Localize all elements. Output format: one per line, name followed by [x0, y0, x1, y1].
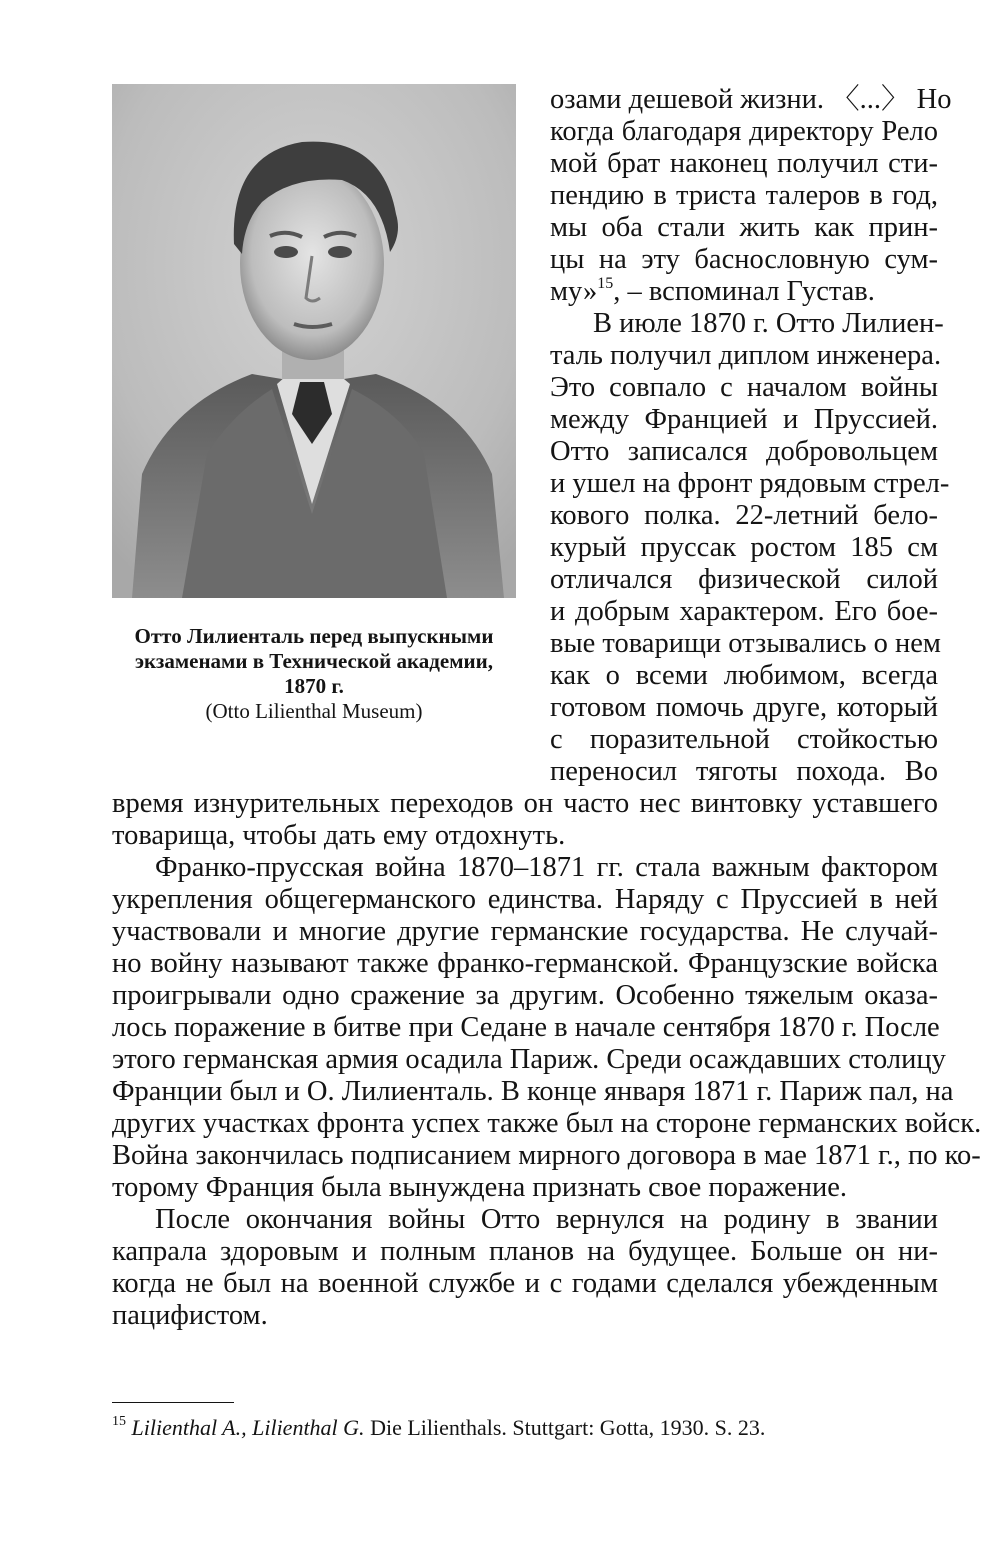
portrait-image [112, 84, 516, 598]
text-line: озами дешевой жизни. 〈...〉 Но [550, 84, 952, 115]
text-line: и ушел на фронт рядовым стрел- [550, 468, 950, 499]
text-line: переносил тяготы похода. Во [550, 756, 938, 787]
text-line: как о всеми любимом, всегда [550, 660, 938, 691]
text-line: лось поражение в битве при Седане в начале сентября 1870 г. После [112, 1012, 940, 1043]
text-line: мы оба стали жить как прин- [550, 212, 938, 243]
caption-source: (Otto Lilienthal Museum) [205, 699, 423, 723]
text-line: пендию в триста талеров в год, [550, 180, 938, 211]
text-line: кового полка. 22-летний бело- [550, 500, 938, 531]
text-line: таль получил диплом инженера. [550, 340, 942, 371]
text-line: участвовали и многие другие германские государства. Не случай- [112, 916, 938, 947]
text-line: укрепления общегерманского единства. Наряду с Пруссией в ней [112, 884, 938, 915]
paragraph-start-line: После окончания войны Отто вернулся на родину в звании [155, 1204, 938, 1235]
footnote-number: 15 [112, 1414, 126, 1429]
text-line: цы на эту баснословную сум- [550, 244, 938, 275]
text-line: Франции был и О. Лилиенталь. В конце января 1871 г. Париж пал, на [112, 1076, 954, 1107]
text-line: капрала здоровым и полным планов на будущее. Больше он ни- [112, 1236, 938, 1267]
text-line: отличался физической силой [550, 564, 938, 595]
footnote-authors: Lilienthal A., Lilienthal G. [131, 1415, 365, 1440]
text-line: этого германская армия осадила Париж. Среди осаждавших столицу [112, 1044, 946, 1075]
text-line: готовом помочь друге, который [550, 692, 938, 723]
text-line [550, 276, 875, 308]
text-line: пацифистом. [112, 1300, 268, 1331]
text-fragment: , – вспоминал Густав. [613, 276, 875, 307]
portrait-photo [112, 84, 516, 598]
text-line: мой брат наконец получил сти- [550, 148, 938, 179]
text-line: время изнурительных переходов он часто нес винтовку уставшего [112, 788, 938, 819]
text-fragment: му» [550, 276, 598, 307]
figure-caption [112, 624, 516, 724]
text-line: когда не был на военной службе и с годами сделался убежденным [112, 1268, 938, 1299]
paragraph-start-line: Франко-прусская война 1870–1871 гг. стала важным фактором [155, 852, 938, 883]
footnote-ref: 15 [597, 275, 614, 292]
text-line: курый пруссак ростом 185 см [550, 532, 938, 563]
text-line: между Францией и Пруссией. [550, 404, 938, 435]
caption-title: Отто Лилиенталь перед выпускными экзаменами в Технической академии, 1870 г. [134, 624, 494, 698]
text-line: но войну называют также франко-германской. Французские войска [112, 948, 938, 979]
text-line: Это совпало с началом войны [550, 372, 938, 403]
text-line: Отто записался добровольцем [550, 436, 938, 467]
text-line: вые товарищи отзывались о нем [550, 628, 941, 659]
text-line: когда благодаря директору Рело [550, 116, 938, 147]
text-line: товарища, чтобы дать ему отдохнуть. [112, 820, 566, 851]
text-line: торому Франция была вынуждена признать свое поражение. [112, 1172, 848, 1203]
text-line: и добрым характером. Его бое- [550, 596, 938, 627]
text-line: проигрывали одно сражение за другим. Особенно тяжелым оказа- [112, 980, 938, 1011]
footnote-text: Die Lilienthals. Stuttgart: Gotta, 1930. S. 23. [364, 1415, 766, 1440]
paragraph-start-line: В июле 1870 г. Отто Лилиен- [593, 308, 944, 339]
text-line: Война закончилась подписанием мирного договора в мае 1871 г., по ко- [112, 1140, 981, 1171]
text-line: других участках фронта успех также был на стороне германских войск. [112, 1108, 982, 1139]
text-line: с поразительной стойкостью [550, 724, 938, 755]
footnote-divider [112, 1402, 234, 1403]
footnote [112, 1414, 765, 1442]
